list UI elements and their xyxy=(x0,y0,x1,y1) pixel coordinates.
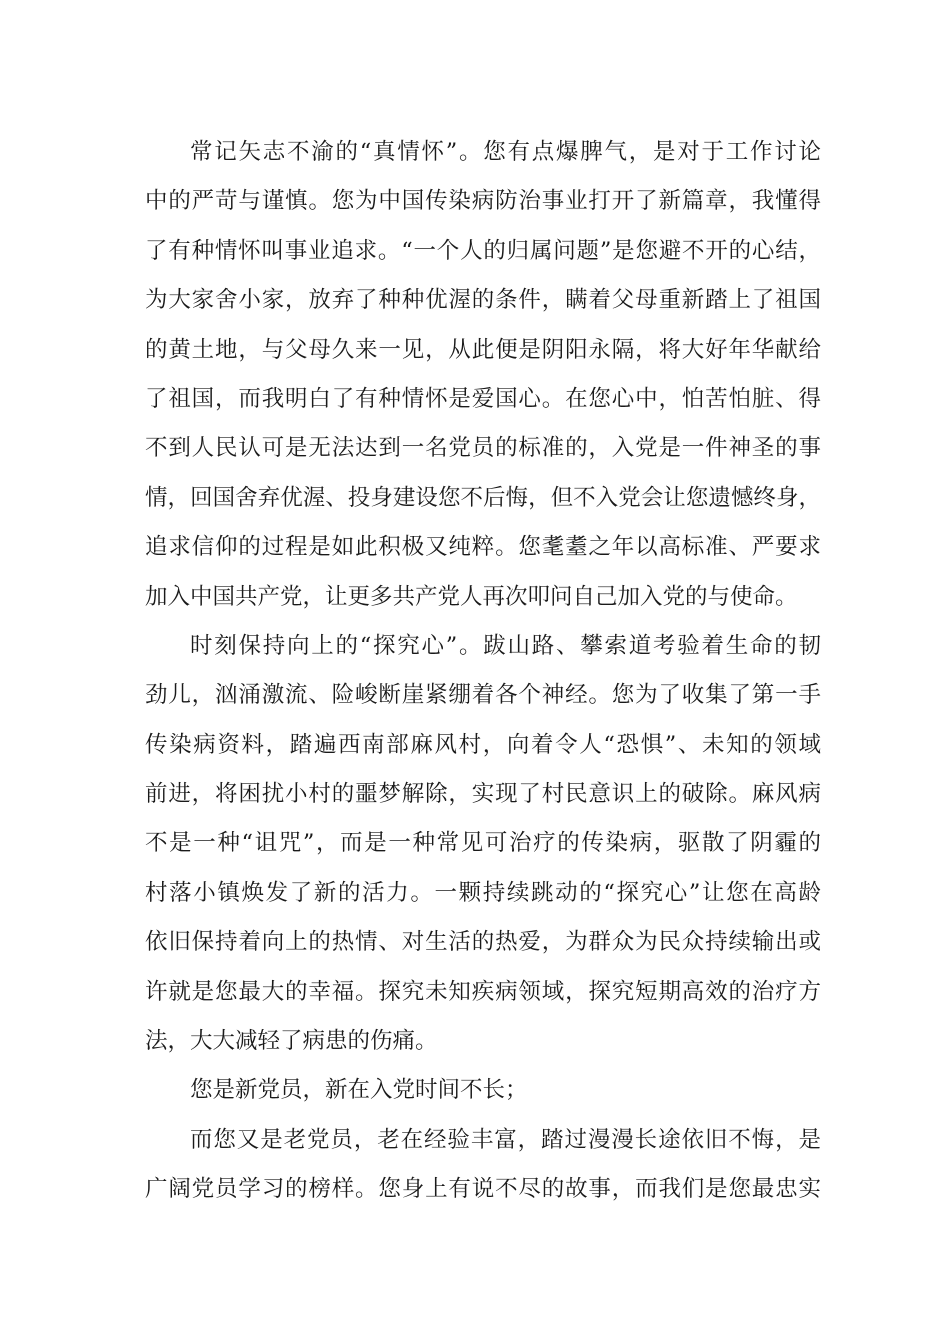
paragraph-line: 常记矢志不渝的“真情怀”。您有点爆脾气，是对于工作讨论 xyxy=(190,139,821,165)
paragraph-line: 情，回国舍弃优渥、投身建设您不后悔，但不入党会让您遗憾终身， xyxy=(145,484,821,511)
paragraph-line: 了祖国，而我明白了有种情怀是爱国心。在您心中，怕苦怕脏、得 xyxy=(145,385,821,412)
paragraph-line: 您是新党员，新在入党时间不长； xyxy=(190,1077,528,1104)
paragraph-line: 不到人民认可是无法达到一名党员的标准的，入党是一件神圣的事 xyxy=(145,435,821,462)
paragraph-line: 追求信仰的过程是如此积极又纯粹。您耄耋之年以高标准、严要求 xyxy=(145,534,821,561)
paragraph-line: 不是一种“诅咒”，而是一种常见可治疗的传染病，驱散了阴霾的 xyxy=(145,830,821,857)
paragraph-line: 传染病资料，踏遍西南部麻风村，向着令人“恐惧”、未知的领域 xyxy=(145,731,821,758)
paragraph-line: 加入中国共产党，让更多共产党人再次叩问自己加入党的与使命。 xyxy=(145,583,798,610)
paragraph-line: 的黄土地，与父母久来一见，从此便是阴阳永隔，将大好年华献给 xyxy=(145,336,821,363)
paragraph-line: 中的严苛与谨慎。您为中国传染病防治事业打开了新篇章，我懂得 xyxy=(145,188,821,215)
paragraph-line: 了有种情怀叫事业追求。“一个人的归属问题”是您避不开的心结， xyxy=(145,237,821,264)
paragraph-line: 许就是您最大的幸福。探究未知疾病领域，探究短期高效的治疗方 xyxy=(145,978,821,1005)
paragraph-line: 时刻保持向上的“探究心”。跋山路、攀索道考验着生命的韧 xyxy=(190,632,821,659)
document-body xyxy=(145,128,821,1215)
paragraph-line: 前进，将困扰小村的噩梦解除，实现了村民意识上的破除。麻风病 xyxy=(145,781,821,808)
paragraph-line: 依旧保持着向上的热情、对生活的热爱，为群众为民众持续输出或 xyxy=(145,929,821,956)
paragraph-line: 法，大大减轻了病患的伤痛。 xyxy=(145,1028,438,1055)
paragraph-line: 广阔党员学习的榜样。您身上有说不尽的故事，而我们是您最忠实 xyxy=(145,1176,821,1203)
paragraph-line: 劲儿，汹涌激流、险峻断崖紧绷着各个神经。您为了收集了第一手 xyxy=(145,682,821,709)
paragraph-line: 为大家舍小家，放弃了种种优渥的条件，瞒着父母重新踏上了祖国 xyxy=(145,287,821,314)
paragraph-line: 而您又是老党员，老在经验丰富，踏过漫漫长途依旧不悔，是 xyxy=(190,1126,821,1153)
paragraph-line: 村落小镇焕发了新的活力。一颗持续跳动的“探究心”让您在高龄 xyxy=(145,879,821,906)
